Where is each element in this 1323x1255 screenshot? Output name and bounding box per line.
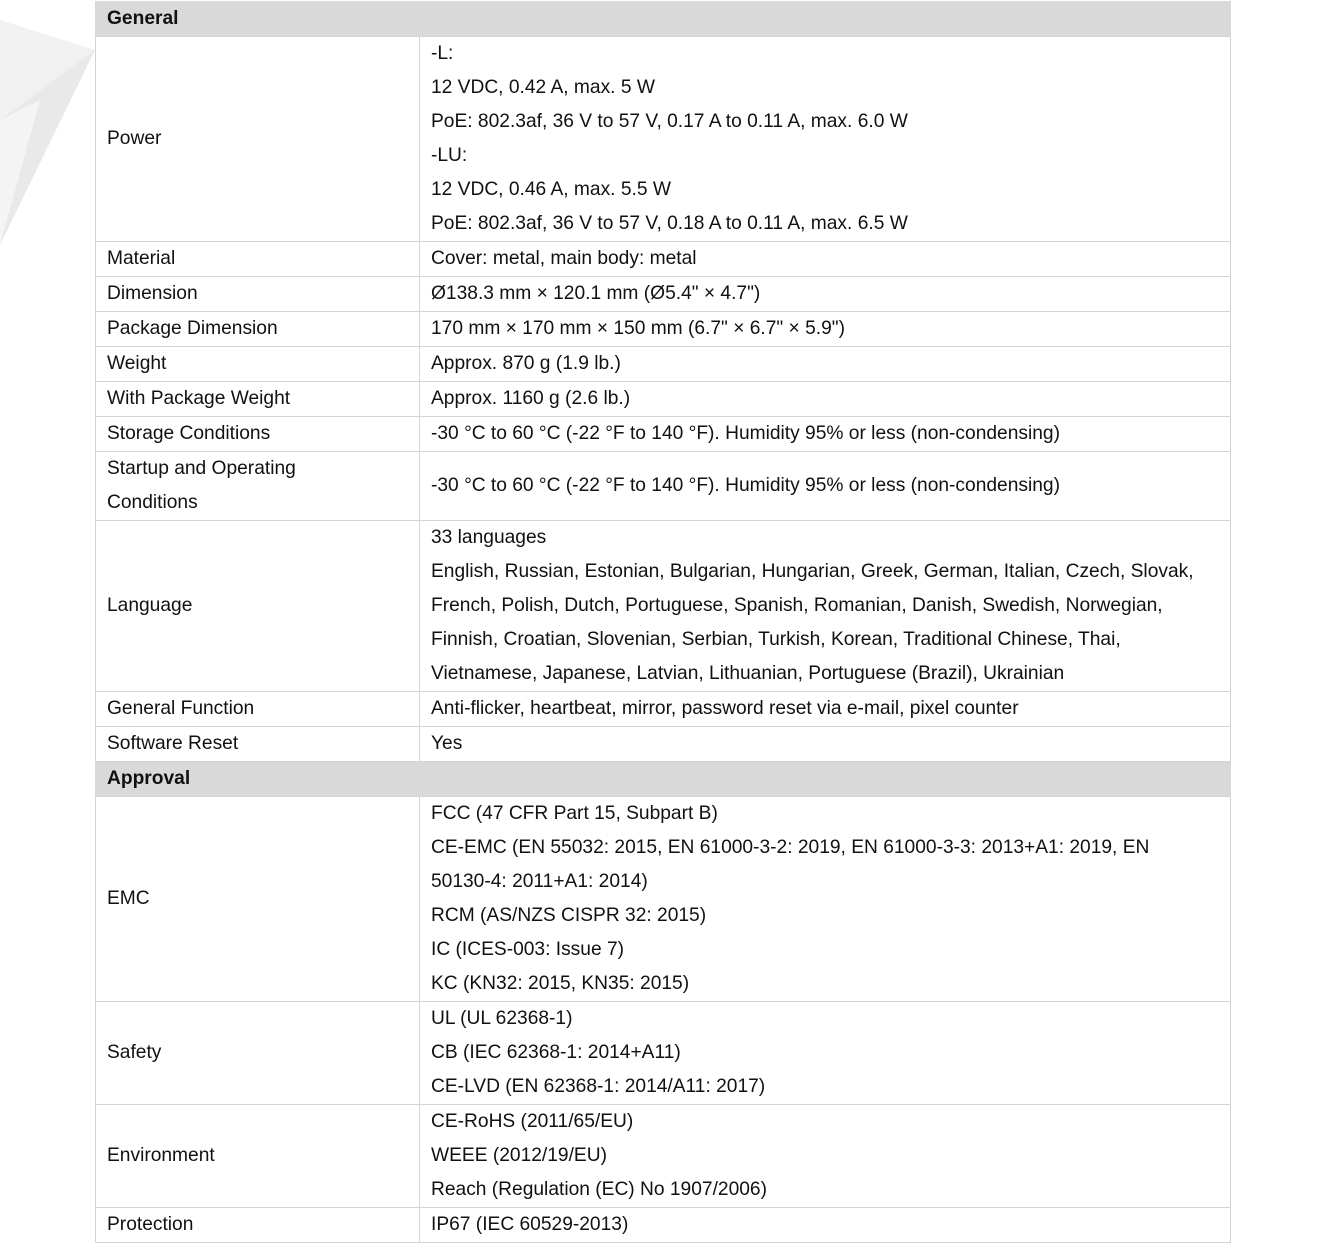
spec-value-line: WEEE (2012/19/EU) <box>431 1145 607 1166</box>
spec-value <box>420 692 1231 727</box>
spec-label <box>96 347 420 382</box>
spec-value <box>420 37 1231 242</box>
spec-value-line: -30 °C to 60 °C (-22 °F to 140 °F). Humidity 95% or less (non-condensing) <box>431 423 1060 444</box>
spec-value-line: Vietnamese, Japanese, Latvian, Lithuanian, Portuguese (Brazil), Ukrainian <box>431 663 1065 684</box>
spec-value-line: Yes <box>431 733 463 754</box>
spec-value-line: -LU: <box>431 145 468 166</box>
spec-label-line: Startup and Operating <box>107 458 296 479</box>
spec-value <box>420 417 1231 452</box>
spec-row-protection <box>96 1208 1231 1243</box>
spec-label-line: With Package Weight <box>107 388 291 409</box>
spec-value-line: FCC (47 CFR Part 15, Subpart B) <box>431 803 718 824</box>
spec-value-line: KC (KN32: 2015, KN35: 2015) <box>431 973 690 994</box>
spec-label <box>96 452 420 521</box>
spec-label <box>96 382 420 417</box>
spec-label-line: Material <box>107 248 176 269</box>
spec-value <box>420 797 1231 1002</box>
section-header-approval <box>96 762 1231 797</box>
spec-row-storage-conditions <box>96 417 1231 452</box>
spec-value-line: English, Russian, Estonian, Bulgarian, Hungarian, Greek, German, Italian, Czech, Slovak, <box>431 561 1194 582</box>
spec-label-line: Protection <box>107 1214 194 1235</box>
spec-value <box>420 1208 1231 1243</box>
spec-label-line: Storage Conditions <box>107 423 271 444</box>
spec-label <box>96 242 420 277</box>
spec-value-line: Finnish, Croatian, Slovenian, Serbian, Turkish, Korean, Traditional Chinese, Thai, <box>431 629 1121 650</box>
spec-row-weight <box>96 347 1231 382</box>
spec-label <box>96 1002 420 1105</box>
spec-value-line: PoE: 802.3af, 36 V to 57 V, 0.17 A to 0.11 A, max. 6.0 W <box>431 111 908 132</box>
spec-value <box>420 452 1231 521</box>
spec-value-line: UL (UL 62368-1) <box>431 1008 573 1029</box>
spec-row-power <box>96 37 1231 242</box>
spec-value-line: Reach (Regulation (EC) No 1907/2006) <box>431 1179 767 1200</box>
spec-row-package-dimension <box>96 312 1231 347</box>
spec-value-line: -L: <box>431 43 454 64</box>
spec-value-line: 12 VDC, 0.46 A, max. 5.5 W <box>431 179 671 200</box>
spec-value-line: 12 VDC, 0.42 A, max. 5 W <box>431 77 655 98</box>
spec-label-line: Environment <box>107 1145 215 1166</box>
spec-label-line: Conditions <box>107 492 198 513</box>
spec-label <box>96 37 420 242</box>
spec-label <box>96 417 420 452</box>
spec-value-line: CE-LVD (EN 62368-1: 2014/A11: 2017) <box>431 1076 766 1097</box>
spec-value <box>420 277 1231 312</box>
spec-value <box>420 347 1231 382</box>
spec-label <box>96 692 420 727</box>
spec-row-with-package-weight <box>96 382 1231 417</box>
spec-value-line: IP67 (IEC 60529-2013) <box>431 1214 629 1235</box>
spec-value-line: -30 °C to 60 °C (-22 °F to 140 °F). Humidity 95% or less (non-condensing) <box>431 475 1060 496</box>
spec-value-line: 50130-4: 2011+A1: 2014) <box>431 871 648 892</box>
spec-row-software-reset <box>96 727 1231 762</box>
spec-value-line: Anti-flicker, heartbeat, mirror, password reset via e-mail, pixel counter <box>431 698 1019 719</box>
spec-label <box>96 312 420 347</box>
spec-value-line: CE-RoHS (2011/65/EU) <box>431 1111 634 1132</box>
spec-value-line: CB (IEC 62368-1: 2014+A11) <box>431 1042 681 1063</box>
spec-value-line: CE-EMC (EN 55032: 2015, EN 61000-3-2: 2019, EN 61000-3-3: 2013+A1: 2019, EN <box>431 837 1150 858</box>
spec-label <box>96 521 420 692</box>
spec-row-language <box>96 521 1231 692</box>
spec-value-line: Cover: metal, main body: metal <box>431 248 697 269</box>
spec-label <box>96 277 420 312</box>
spec-label <box>96 727 420 762</box>
spec-value <box>420 382 1231 417</box>
spec-value-line: Approx. 1160 g (2.6 lb.) <box>431 388 631 409</box>
section-header-general <box>96 2 1231 37</box>
spec-value-line: 33 languages <box>431 527 547 548</box>
spec-value-line: French, Polish, Dutch, Portuguese, Spanish, Romanian, Danish, Swedish, Norwegian, <box>431 595 1163 616</box>
spec-row-material <box>96 242 1231 277</box>
spec-label-line: Software Reset <box>107 733 239 754</box>
spec-value-line: IC (ICES-003: Issue 7) <box>431 939 625 960</box>
spec-row-emc <box>96 797 1231 1002</box>
spec-row-startup-and-operating-conditions <box>96 452 1231 521</box>
specification-table <box>95 1 1231 1243</box>
spec-label-line: General Function <box>107 698 255 719</box>
spec-value-line: PoE: 802.3af, 36 V to 57 V, 0.18 A to 0.11 A, max. 6.5 W <box>431 213 908 234</box>
spec-row-general-function <box>96 692 1231 727</box>
spec-value <box>420 727 1231 762</box>
spec-label-line: Package Dimension <box>107 318 278 339</box>
spec-label-line: Language <box>107 595 193 616</box>
spec-label-line: Dimension <box>107 283 198 304</box>
decorative-logo-watermark <box>0 0 100 260</box>
spec-value <box>420 1002 1231 1105</box>
spec-value-line: RCM (AS/NZS CISPR 32: 2015) <box>431 905 707 926</box>
specification-table-body <box>96 2 1231 1243</box>
spec-label <box>96 1208 420 1243</box>
spec-label-line: Power <box>107 128 162 149</box>
spec-row-safety <box>96 1002 1231 1105</box>
spec-row-environment <box>96 1105 1231 1208</box>
section-title: General <box>96 2 1231 37</box>
section-title: Approval <box>96 762 1231 797</box>
spec-label-line: Safety <box>107 1042 162 1063</box>
spec-row-dimension <box>96 277 1231 312</box>
spec-value <box>420 242 1231 277</box>
spec-value-line: Ø138.3 mm × 120.1 mm (Ø5.4" × 4.7") <box>431 283 761 304</box>
spec-label <box>96 797 420 1002</box>
spec-value-line: 170 mm × 170 mm × 150 mm (6.7" × 6.7" × 5.9") <box>431 318 845 339</box>
spec-value <box>420 521 1231 692</box>
spec-label-line: EMC <box>107 888 150 909</box>
spec-label <box>96 1105 420 1208</box>
spec-value <box>420 1105 1231 1208</box>
spec-value <box>420 312 1231 347</box>
spec-label-line: Weight <box>107 353 167 374</box>
spec-value-line: Approx. 870 g (1.9 lb.) <box>431 353 621 374</box>
